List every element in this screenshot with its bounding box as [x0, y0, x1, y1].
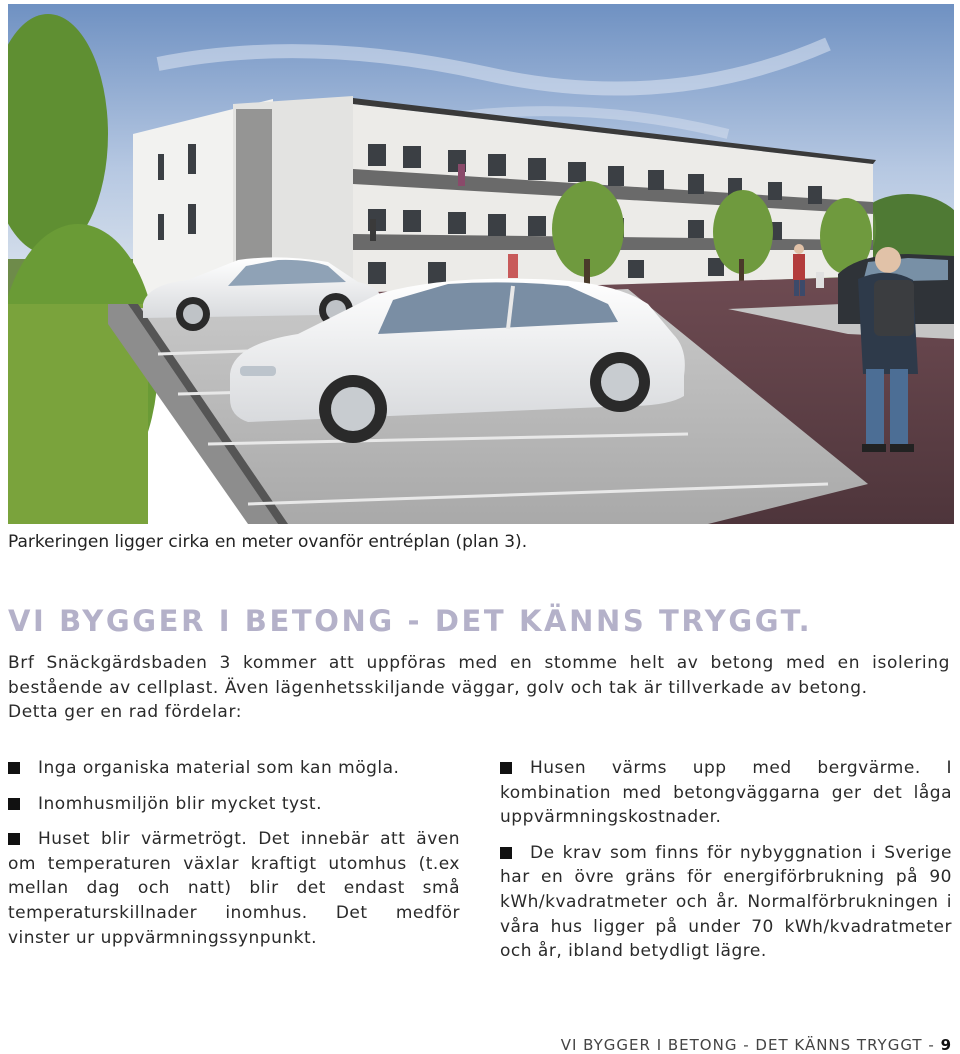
intro-paragraph: Brf Snäckgärdsbaden 3 kommer att uppföras med en stomme helt av betong med en isolering bestående av cellplast. Även lägenhetsskiljande väggar, golv och tak är tillverkade av betong.: [8, 653, 950, 698]
list-item-text: Husen värms upp med bergvärme. I kombination med betongväggarna ger det låga uppvärmningskostnader.: [500, 758, 952, 828]
photo-caption: Parkeringen ligger cirka en meter ovanför entréplan (plan 3).: [8, 532, 528, 552]
benefits-list-right: [500, 756, 952, 975]
intro-section: [8, 651, 950, 725]
bullet-square-icon: [8, 798, 20, 810]
section-heading: VI BYGGER I BETONG - DET KÄNNS TRYGGT.: [8, 604, 813, 638]
building-rendering-image: [8, 4, 954, 524]
list-item: [500, 841, 952, 964]
bullet-square-icon: [500, 762, 512, 774]
bullet-square-icon: [500, 847, 512, 859]
intro-lead: Detta ger en rad fördelar:: [8, 702, 243, 722]
page-footer: [561, 1036, 952, 1054]
page-number: 9: [940, 1036, 952, 1054]
list-item-text: Huset blir värmetrögt. Det innebär att även om temperaturen växlar kraftigt utomhus (t.ex mellan dag och natt) blir det endast små temperaturskillnader inomhus. Det medför vinster ur uppvärmningssynpunkt.: [8, 829, 460, 948]
list-item: [8, 827, 460, 950]
bullet-square-icon: [8, 833, 20, 845]
list-item-text: Inga organiska material som kan mögla.: [38, 758, 400, 778]
list-item: [8, 756, 460, 781]
list-item-text: De krav som finns för nybyggnation i Sverige har en övre gräns för energiförbrukning på 90 kWh/kvadratmeter och år. Normalförbrukningen i våra hus ligger på under 70 kWh/kvadratmeter och år, ibland betydligt lägre.: [500, 842, 952, 962]
bullet-square-icon: [8, 762, 20, 774]
list-item: [500, 756, 952, 830]
footer-text: VI BYGGER I BETONG - DET KÄNNS TRYGGT -: [560, 1036, 935, 1054]
benefits-list-left: [8, 756, 460, 961]
list-item-text: Inomhusmiljön blir mycket tyst.: [38, 793, 322, 814]
list-item: [8, 792, 460, 817]
